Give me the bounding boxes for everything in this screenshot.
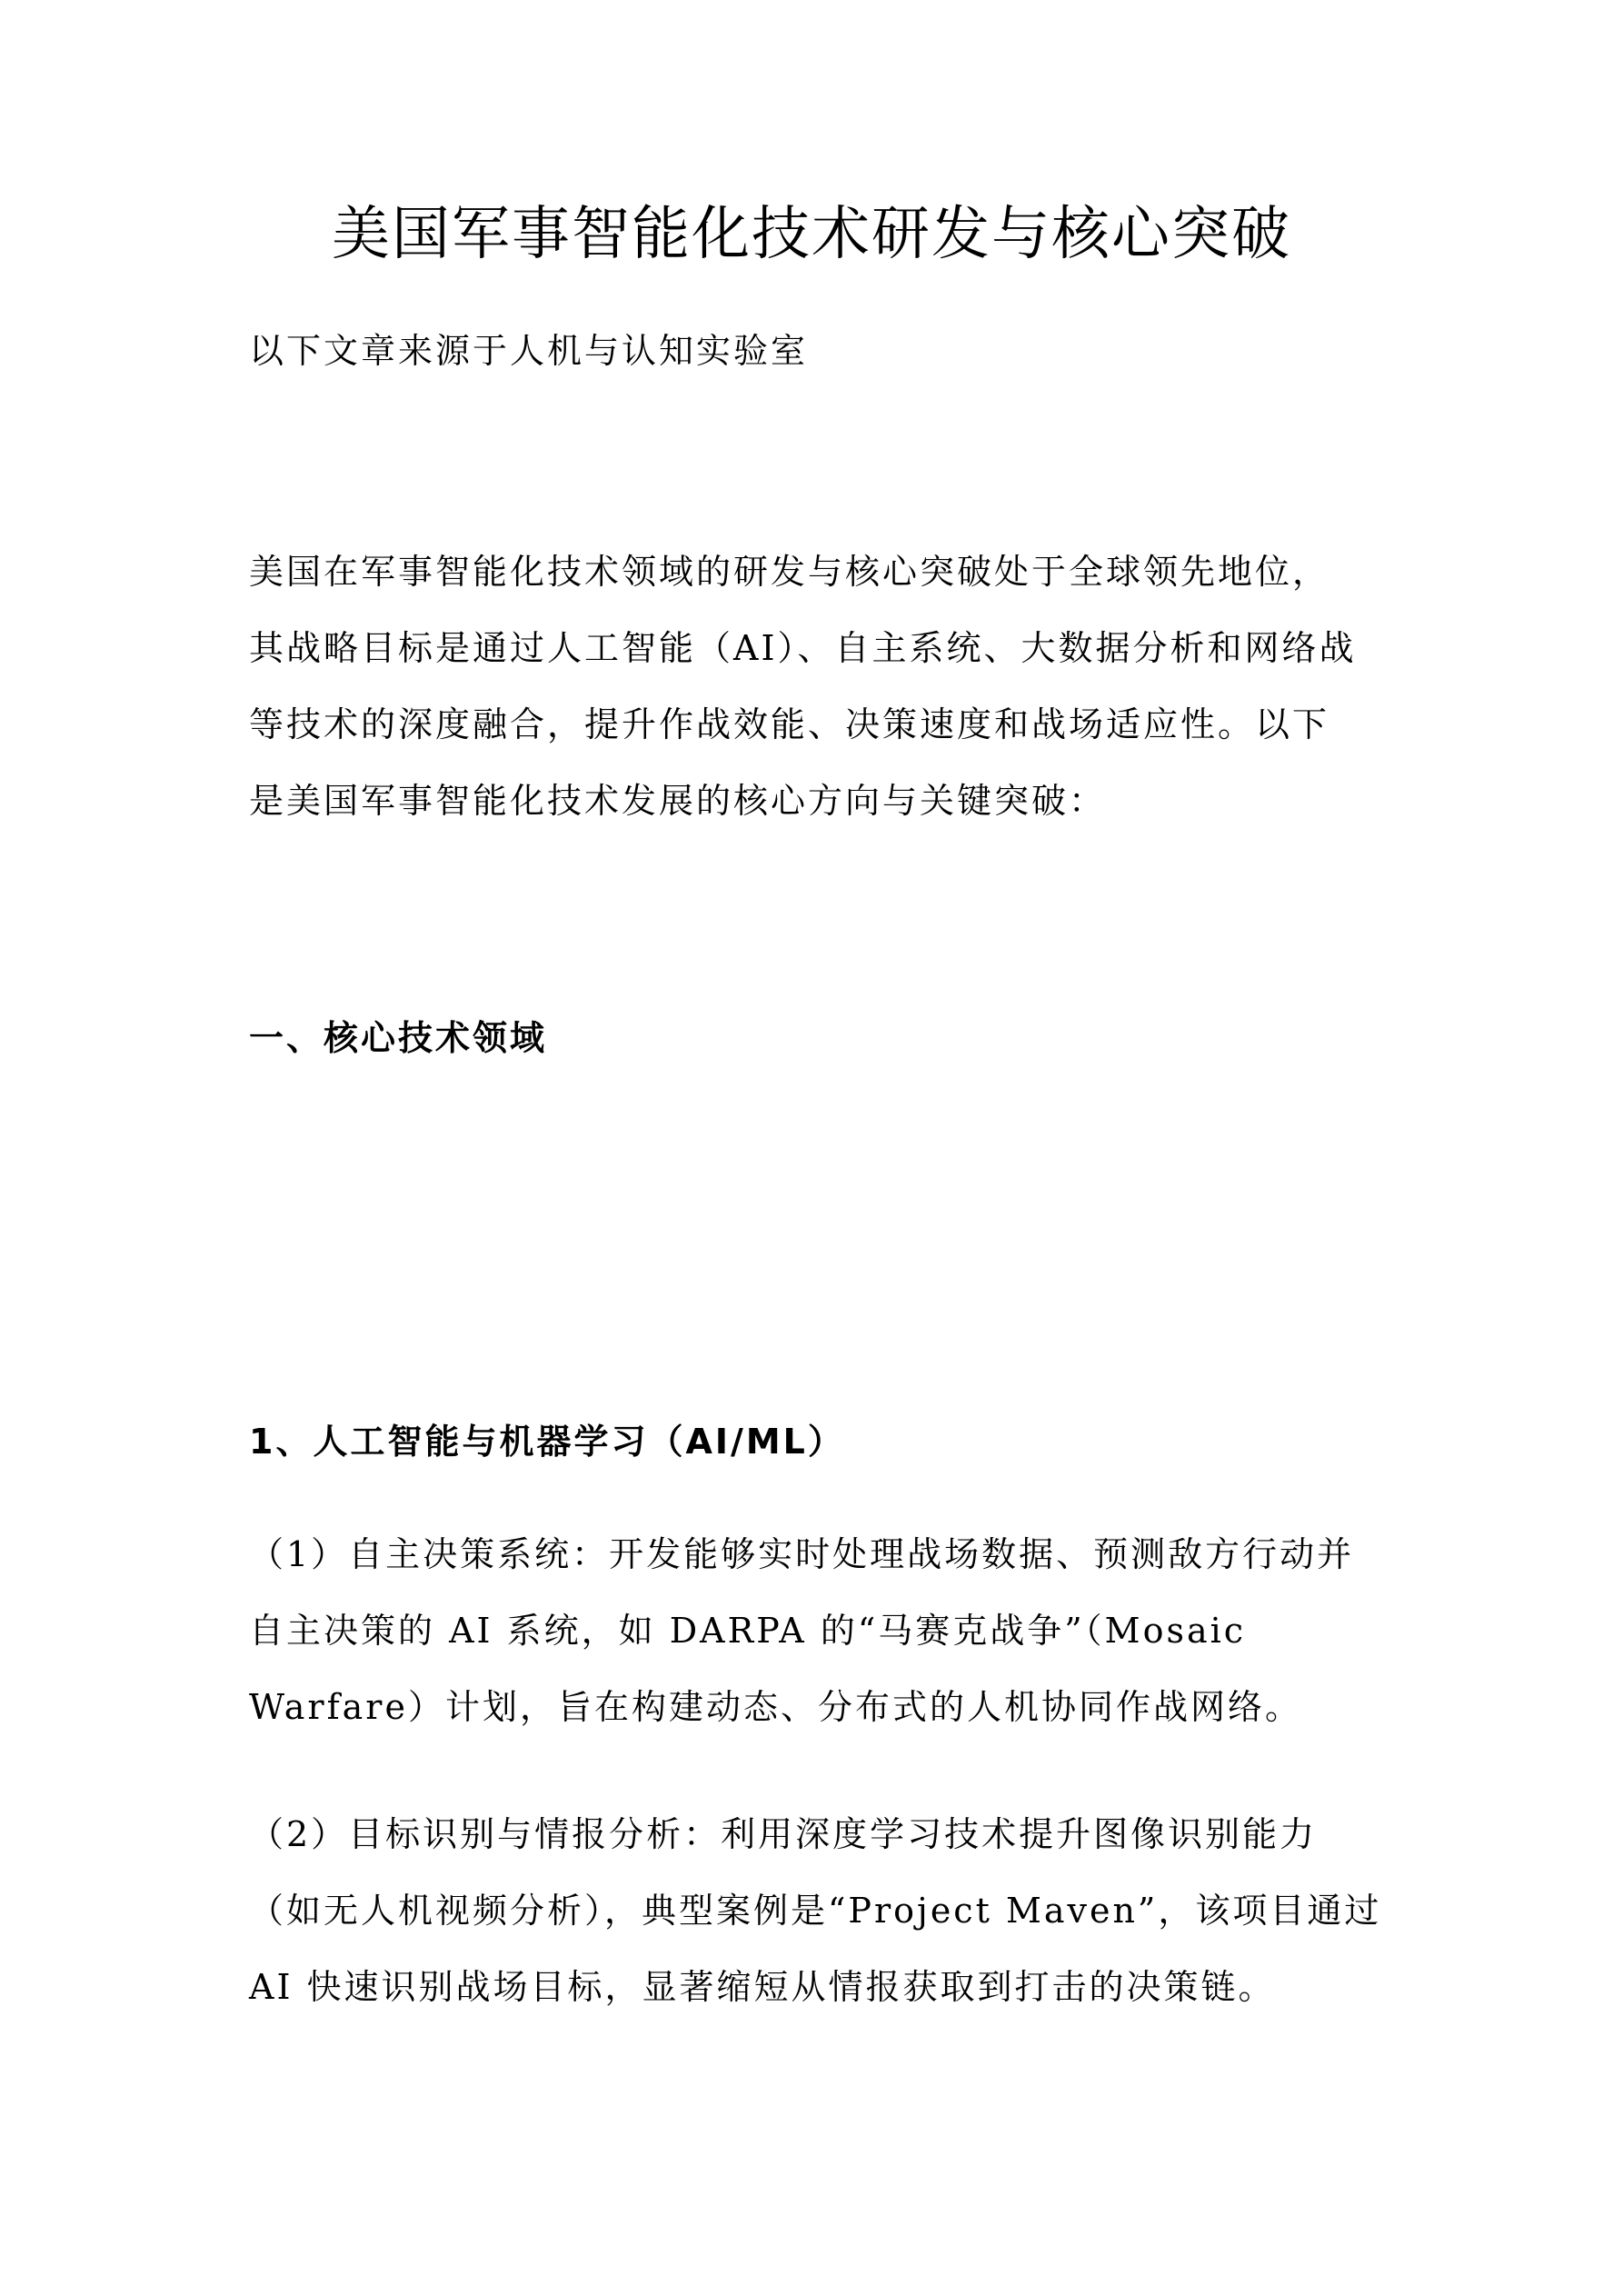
paragraph-line: 自主决策的 AI 系统，如 DARPA 的“马赛克战争”（Mosaic [249,1611,1247,1651]
document-title: 美国军事智能化技术研发与核心突破 [332,201,1291,268]
paragraph-line: Warfare）计划，旨在构建动态、分布式的人机协同作战网络。 [249,1687,1302,1727]
paragraph-autonomous-decision [249,1516,1385,1745]
paragraph-line: （如无人机视频分析），典型案例是“Project Maven”，该项目通过 [249,1891,1382,1931]
paragraph-line: （1）自主决策系统：开发能够实时处理战场数据、预测敌方行动并 [249,1534,1355,1574]
paragraph-line: （2）目标识别与情报分析：利用深度学习技术提升图像识别能力 [249,1814,1318,1854]
intro-line: 其战略目标是通过人工智能（AI）、自主系统、大数据分析和网络战 [249,628,1357,668]
paragraph-line: AI 快速识别战场目标，显著缩短从情报获取到打击的决策链。 [249,1967,1276,2007]
section-heading: 一、核心技术领域 [249,1018,548,1058]
intro-line: 美国在军事智能化技术领域的研发与核心突破处于全球领先地位， [249,552,1330,592]
intro-line: 等技术的深度融合，提升作战效能、决策速度和战场适应性。以下 [249,704,1330,744]
source-note: 以下文章来源于人机与认知实验室 [249,331,809,371]
intro-paragraph [249,534,1385,839]
paragraph-target-recognition [249,1796,1385,2025]
subsection-heading: 1、人工智能与机器学习（AI/ML） [249,1422,845,1462]
intro-line: 是美国军事智能化技术发展的核心方向与关键突破： [249,781,1107,821]
